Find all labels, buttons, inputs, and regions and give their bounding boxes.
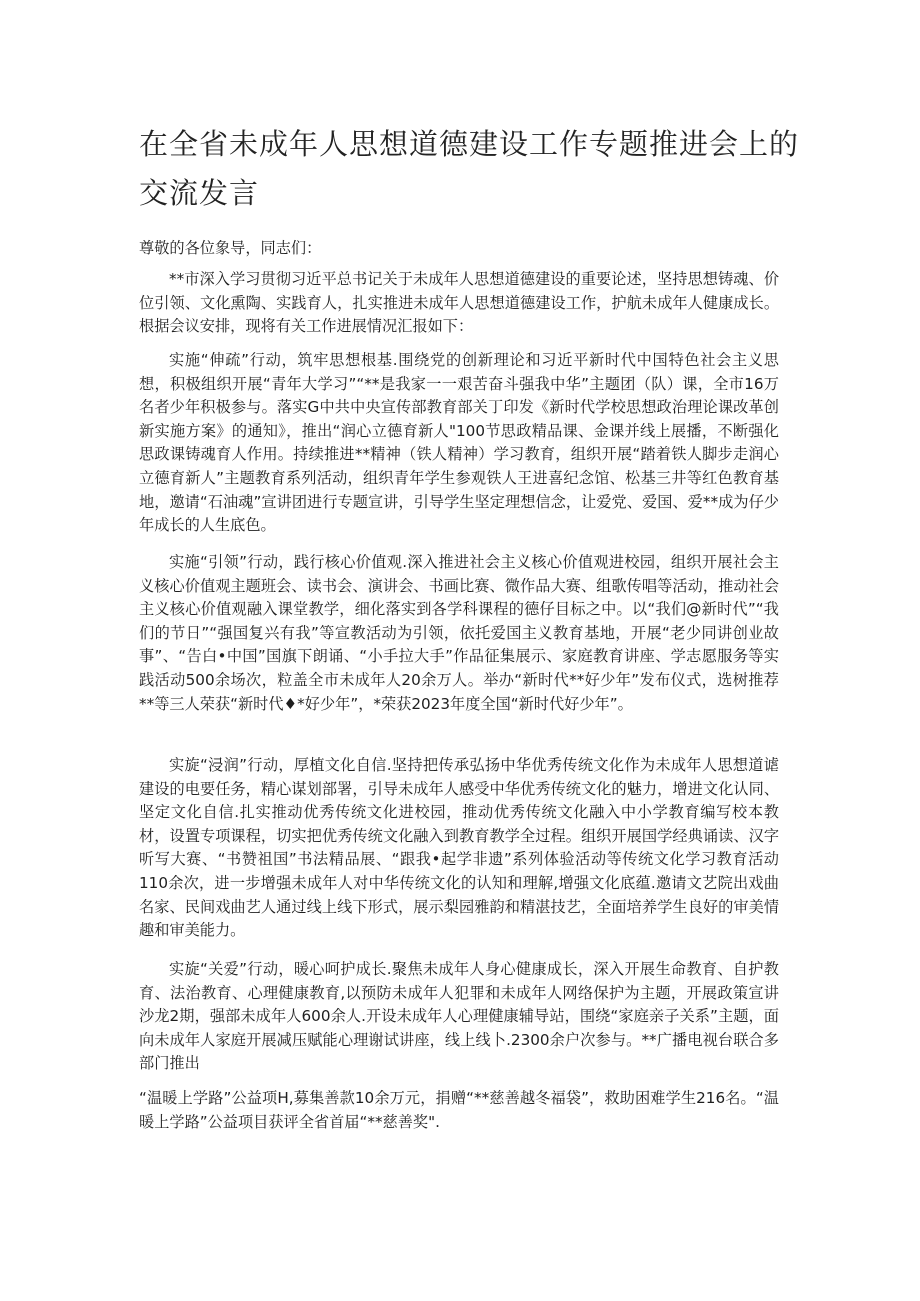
paragraph-guanai-action: 实旋“关爱”行动，暖心呵护成长.聚焦未成年人身心健康成长，深入开展生命教育、自护教育、法治教育、心理健康教育,以预防未成年人犯罪和未成年人网络保护为主题，开展政策宣讲沙龙2期，强部未成年人600余人.开设未成年人心理健康辅导站，围绕“家庭亲子关系”主题，面向未成年人家庭开展减压赋能心理谢试讲座，线上线卜.2300余户次参与。**广播电视台联合多部门推出 bbox=[139, 960, 779, 1073]
document-title bbox=[139, 120, 799, 218]
paragraph-intro: **市深入学习贯彻习近平总书记关于未成年人思想道德建设的重要论述，坚持思想铸魂、价位引领、文化熏陶、实践育人，扎实推进未成年人思想道德建设工作，护航未成年人健康成长。根据会议安排，现将有关工作进展情况汇报如下： bbox=[139, 270, 779, 336]
title-line-1: 在全省未成年人思想道德建设工作专题推进会上的 bbox=[139, 127, 800, 161]
paragraph-continuation: “温暖上学路”公益项H,募集善款10余万元，捐赠“**慈善越冬福袋”，救助困难学生216名。“温暖上学路”公益项目获评全省首届“**慈善奖". bbox=[139, 1089, 779, 1131]
title-line-2: 交流发言 bbox=[139, 176, 260, 210]
paragraph-shushu-action: 实施“伸疏”行动，筑牢思想根基.围绕党的创新理论和习近平新时代中国特色社会主义思想，积极组织开展“青年大学习”“**是我家一一艰苦奋斗强我中华”主题团（队）课，全市16万名者少年积极参与。落实G中共中央宣传部教育部关丁印发《新时代学校思想政治理论课改革创新实施方案》的通知》，推出“润心立德育新人"100节思政精品课、金课并线上展播，不断强化思政课铸魂育人作用。持续推进**精神（铁人精神）学习教育，组织开展“踏着铁人脚步走润心立德育新人”主题教育系列活动，组织青年学生参观铁人王进喜纪念馆、松基三井等红色教育基地，邀请“石油魂”宣讲团进行专题宣讲，引导学生坚定理想信念，让爱党、爱国、爱**成为仔少年成长的人生底色。 bbox=[139, 351, 779, 535]
paragraph-yinling-action: 实施“引领”行动，践行核心价值观.深入推进社会主义核心价值观进校园，组织开展社会主义核心价值观主题班会、读书会、演讲会、书画比赛、微作品大赛、组歌传唱等活动，推动社会主义核心价值观融入课堂教学，细化落实到各学科课程的德仔目标之中。以“我们@新时代”“我们的节日”“强国复兴有我”等宣教活动为引领，依托爱国主义教育基地，开展“老少同讲创业故事”、“告白•中国”国旗下朗诵、“小手拉大手”作品征集展示、家庭教育讲座、学志愿服务等实践活动500余场次，粒盖全市未成年人20余万人。举办“新时代**好少年”发布仪式，选树推荐**等三人荣获“新时代♦*好少年”，*荣获2023年度全国“新时代好少年”。 bbox=[139, 553, 779, 713]
paragraph-jinrun-action: 实旋“浸润”行动，厚植文化自信.坚持把传承弘扬中华优秀传统文化作为未成年人思想道谑建设的电要任务，精心谋划部署，引导未成年人感受中华优秀传统文化的魅力，增进文化认同、坚定文化自信.扎实推动优秀传统文化进校园，推动优秀传统文化融入中小学教育编写校本教材，设置专项课程，切实把优秀传统文化融入到教育教学全过程。组织开展国学经典诵读、汉字听写大赛、“书赞祖国”书法精品展、“跟我•起学非遗”系列体验活动等传统文化学习教育活动110余次，进一步增强未成年人对中华传统文化的认知和理解,增强文化底蕴.邀请文艺院出戏曲名家、民间戏曲艺人通过线上线下形式，展示梨园雅韵和精湛技艺，全面培养学生良好的审美情趣和审美能力。 bbox=[139, 756, 779, 940]
salutation: 尊敬的各位象导，同志们： bbox=[139, 239, 322, 257]
